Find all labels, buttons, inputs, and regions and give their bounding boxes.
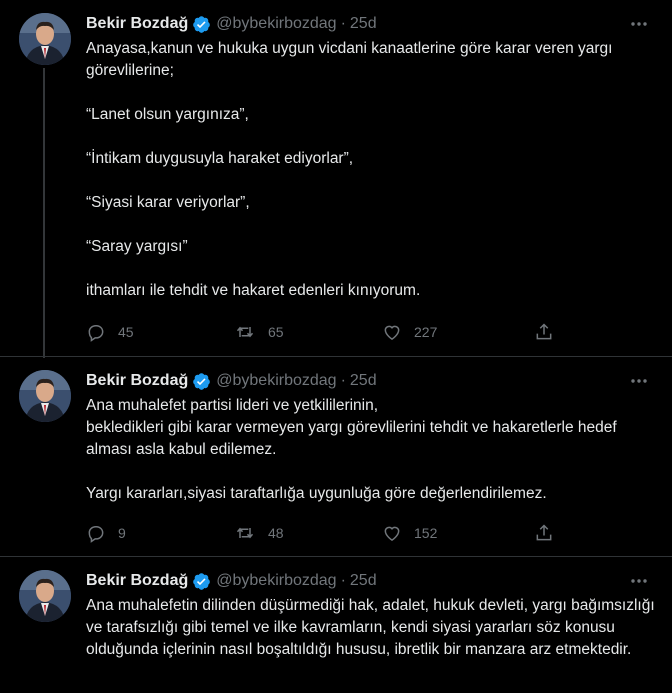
verified-badge-icon bbox=[192, 572, 211, 591]
retweet-button[interactable] bbox=[234, 523, 382, 543]
author-name[interactable]: Bekir Bozdağ bbox=[86, 372, 189, 389]
tweet-paragraph: “Lanet olsun yargınıza”, bbox=[86, 106, 249, 123]
avatar[interactable] bbox=[19, 370, 71, 422]
author-handle[interactable]: @bybekirbozdag bbox=[216, 572, 337, 589]
like-button[interactable] bbox=[382, 322, 530, 342]
timestamp[interactable]: 25d bbox=[349, 15, 377, 32]
separator: · bbox=[340, 15, 346, 32]
tweet-paragraph: Ana muhalefetin dilinden düşürmediği hak, adalet, hukuk devleti, yargı bağımsızlığı ve tarafsızlığı gibi temel ve ilke kavramların, kendi siyasi yararları söz konusu olduğunda içlerinin nasıl boşaltıldığı hususu, ibretlik bir manzara arz etmektedir. bbox=[86, 597, 655, 658]
reply-button[interactable] bbox=[86, 523, 234, 543]
tweet-paragraph: “Saray yargısı” bbox=[86, 238, 188, 255]
tweet-paragraph: Ana muhalefet partisi lideri ve yetkililerinin, bbox=[86, 397, 379, 414]
retweet-icon bbox=[234, 322, 256, 342]
tweet-text bbox=[86, 38, 656, 302]
verified-badge-icon bbox=[192, 372, 211, 391]
avatar[interactable] bbox=[19, 13, 71, 65]
tweet-text bbox=[86, 395, 656, 505]
thread-line bbox=[43, 68, 45, 358]
reply-icon bbox=[86, 523, 106, 543]
retweet-count: 48 bbox=[268, 525, 284, 541]
share-icon bbox=[534, 523, 554, 543]
avatar[interactable] bbox=[19, 570, 71, 622]
author-handle[interactable]: @bybekirbozdag bbox=[216, 15, 337, 32]
tweet-header bbox=[86, 371, 377, 391]
like-count: 227 bbox=[414, 324, 438, 340]
author-handle[interactable]: @bybekirbozdag bbox=[216, 372, 337, 389]
retweet-count: 65 bbox=[268, 324, 284, 340]
reply-count: 9 bbox=[118, 525, 126, 541]
verified-badge-icon bbox=[192, 15, 211, 34]
reply-button[interactable] bbox=[86, 322, 234, 342]
retweet-icon bbox=[234, 523, 256, 543]
tweet-header bbox=[86, 571, 377, 591]
tweet-header bbox=[86, 14, 377, 34]
tweet-paragraph: Anayasa,kanun ve hukuka uygun vicdani kanaatlerine göre karar veren yargı görevlilerine; bbox=[86, 40, 613, 79]
more-options-icon[interactable] bbox=[628, 571, 650, 591]
more-options-icon[interactable] bbox=[628, 371, 650, 391]
timestamp[interactable]: 25d bbox=[349, 372, 377, 389]
more-options-icon[interactable] bbox=[628, 14, 650, 34]
tweet-paragraph: Yargı kararları,siyasi taraftarlığa uygunluğa göre değerlendirilemez. bbox=[86, 485, 547, 502]
like-icon bbox=[382, 523, 402, 543]
tweet-actions bbox=[86, 320, 566, 344]
author-name[interactable]: Bekir Bozdağ bbox=[86, 572, 189, 589]
share-icon bbox=[534, 322, 554, 342]
tweet-text bbox=[86, 595, 656, 661]
author-name[interactable]: Bekir Bozdağ bbox=[86, 15, 189, 32]
tweet-paragraph: bekledikleri gibi karar vermeyen yargı görevlilerini tehdit ve hakaretlerle hedef alması asla kabul edilemez. bbox=[86, 419, 617, 458]
reply-count: 45 bbox=[118, 324, 134, 340]
tweet[interactable] bbox=[0, 556, 672, 693]
tweet-paragraph: “İntikam duygusuyla haraket ediyorlar”, bbox=[86, 150, 354, 167]
timestamp[interactable]: 25d bbox=[349, 572, 377, 589]
like-icon bbox=[382, 322, 402, 342]
tweet-actions bbox=[86, 521, 566, 545]
like-button[interactable] bbox=[382, 523, 530, 543]
share-button[interactable] bbox=[534, 523, 566, 543]
tweet-paragraph: “Siyasi karar veriyorlar”, bbox=[86, 194, 250, 211]
share-button[interactable] bbox=[534, 322, 566, 342]
reply-icon bbox=[86, 322, 106, 342]
tweet-paragraph: ithamları ile tehdit ve hakaret edenleri kınıyorum. bbox=[86, 282, 421, 299]
like-count: 152 bbox=[414, 525, 438, 541]
tweet[interactable] bbox=[0, 356, 672, 557]
separator: · bbox=[340, 572, 346, 589]
separator: · bbox=[340, 372, 346, 389]
retweet-button[interactable] bbox=[234, 322, 382, 342]
